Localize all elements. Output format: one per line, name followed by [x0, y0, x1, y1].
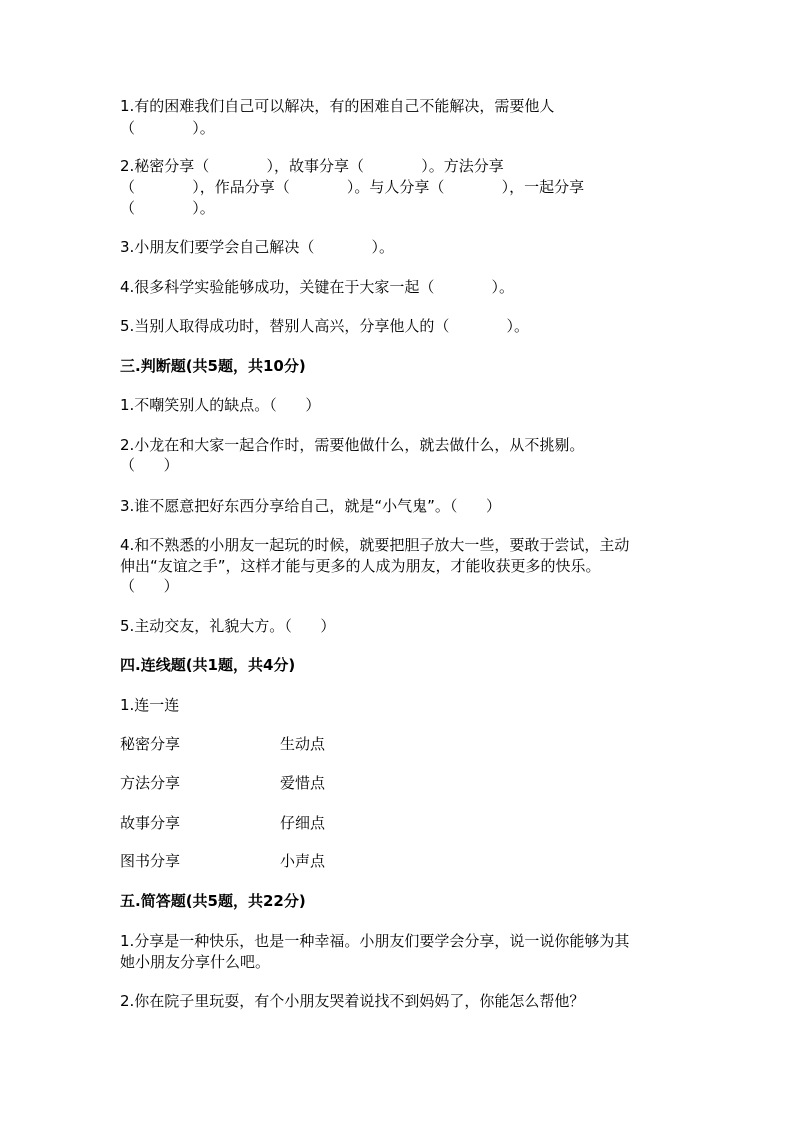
- judge-q3: 3.谁不愿意把好东西分享给自己，就是“小气鬼”。（ ）: [120, 497, 501, 515]
- judge-q1: 1.不嘲笑别人的缺点。（ ）: [120, 396, 321, 414]
- judge-q4-line2: 伸出“友谊之手”，这样才能与更多的人成为朋友，才能收获更多的快乐。: [120, 557, 601, 575]
- matching-right-item: 爱惜点: [280, 774, 326, 792]
- matching-left-item: 方法分享: [120, 774, 181, 792]
- short-answer-q1-line2: 她小朋友分享什么吧。: [120, 953, 271, 971]
- short-answer-q1-line1: 1.分享是一种快乐，也是一种幸福。小朋友们要学会分享，说一说你能够为其: [120, 932, 630, 950]
- fill-q1-line2: （ ）。: [120, 119, 215, 137]
- judge-q4-line1: 4.和不熟悉的小朋友一起玩的时候，就要把胆子放大一些，要敢于尝试，主动: [120, 536, 630, 554]
- matching-left-item: 秘密分享: [120, 735, 181, 753]
- matching-right-item: 仔细点: [280, 814, 326, 832]
- judge-q2-line1: 2.小龙在和大家一起合作时，需要他做什么，就去做什么，从不挑剔。: [120, 436, 585, 454]
- section-matching-heading: 四.连线题(共1题，共4分): [120, 656, 296, 674]
- judge-q4-line3: （ ）: [120, 577, 179, 595]
- short-answer-q2: 2.你在院子里玩耍，有个小朋友哭着说找不到妈妈了，你能怎么帮他？: [120, 992, 585, 1010]
- matching-prompt: 1.连一连: [120, 696, 180, 714]
- fill-q2-line3: （ ）。: [120, 199, 215, 217]
- matching-left-item: 图书分享: [120, 852, 181, 870]
- fill-q2-line2: （ ），作品分享（ ）。与人分享（ ），一起分享: [120, 178, 585, 196]
- matching-right-item: 生动点: [280, 735, 326, 753]
- fill-q2-line1: 2.秘密分享（ ），故事分享（ ）。方法分享: [120, 157, 504, 175]
- section-short-answer-heading: 五.简答题(共5题，共22分): [120, 892, 306, 910]
- judge-q2-line2: （ ）: [120, 456, 179, 474]
- section-judge-heading: 三.判断题(共5题，共10分): [120, 357, 306, 375]
- fill-q5: 5.当别人取得成功时，替别人高兴，分享他人的（ ）。: [120, 317, 530, 335]
- fill-q4: 4.很多科学实验能够成功，关键在于大家一起（ ）。: [120, 278, 515, 296]
- fill-q3: 3.小朋友们要学会自己解决（ ）。: [120, 238, 395, 256]
- matching-right-item: 小声点: [280, 852, 326, 870]
- matching-left-item: 故事分享: [120, 814, 181, 832]
- fill-q1-line1: 1.有的困难我们自己可以解决，有的困难自己不能解决，需要他人: [120, 97, 555, 115]
- judge-q5: 5.主动交友，礼貌大方。（ ）: [120, 617, 336, 635]
